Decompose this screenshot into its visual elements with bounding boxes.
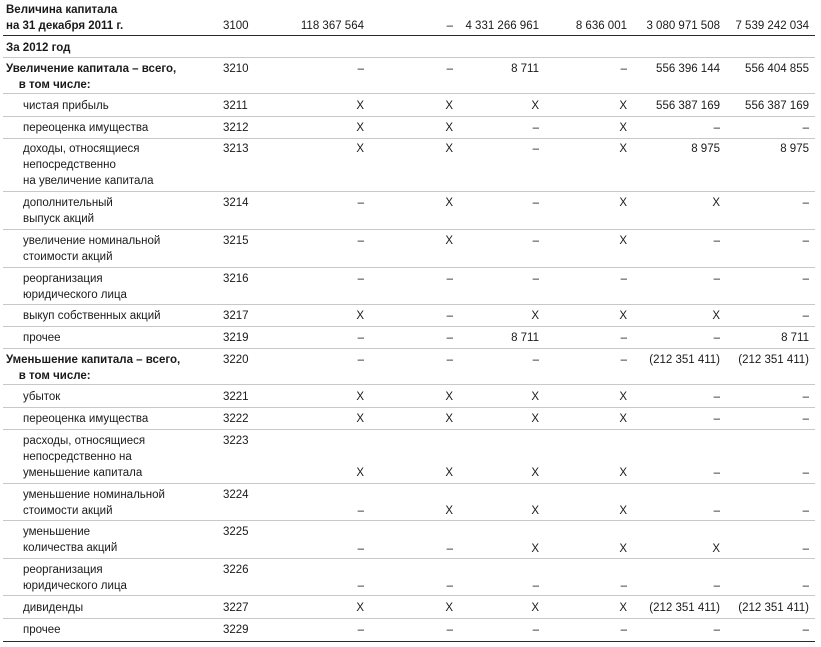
value-col-1: 118 367 564 <box>300 20 364 32</box>
row-code: 3225 <box>223 526 249 538</box>
value-col-2: Х <box>445 391 453 403</box>
value-col-5: – <box>713 624 720 636</box>
value-col-6: 8 711 <box>781 332 809 344</box>
value-col-1: – <box>357 63 364 75</box>
row-code: 3223 <box>223 435 249 447</box>
value-col-4: Х <box>619 505 627 517</box>
value-col-3: Х <box>531 543 539 555</box>
value-col-6: – <box>802 543 809 555</box>
value-col-6: 556 387 169 <box>745 100 809 112</box>
table-row <box>3 36 815 58</box>
row-label: Величина капитала на 31 декабря 2011 г. <box>6 4 124 32</box>
row-label: прочее <box>23 332 61 344</box>
value-col-5: – <box>713 391 720 403</box>
table-row <box>3 94 815 117</box>
row-code: 3227 <box>223 602 249 614</box>
value-col-1: Х <box>356 310 364 322</box>
value-col-3: – <box>532 197 539 209</box>
value-col-5: 556 396 144 <box>656 63 720 75</box>
value-col-5: 556 387 169 <box>656 100 720 112</box>
row-code: 3224 <box>223 489 249 501</box>
value-col-2: Х <box>445 197 453 209</box>
value-col-2: – <box>446 580 453 592</box>
value-col-1: – <box>357 273 364 285</box>
value-col-1: – <box>357 580 364 592</box>
value-col-5: – <box>713 122 720 134</box>
row-label: дивиденды <box>23 602 84 614</box>
row-label: Уменьшение капитала – всего, в том числе: <box>6 354 181 382</box>
value-col-2: Х <box>445 235 453 247</box>
value-col-4: Х <box>619 543 627 555</box>
value-col-2: Х <box>445 100 453 112</box>
value-col-3: Х <box>531 310 539 322</box>
value-col-6: – <box>802 122 809 134</box>
value-col-2: Х <box>445 143 453 155</box>
value-col-1: – <box>357 505 364 517</box>
value-col-2: – <box>446 354 453 366</box>
row-label: уменьшение номинальной стоимости акций <box>23 489 165 517</box>
value-col-6: – <box>802 505 809 517</box>
value-col-3: 4 331 266 961 <box>465 20 539 32</box>
row-label: убыток <box>23 391 61 403</box>
value-col-3: – <box>532 273 539 285</box>
table-row <box>3 349 815 385</box>
value-col-6: – <box>802 235 809 247</box>
value-col-4: – <box>620 273 627 285</box>
value-col-3: – <box>532 624 539 636</box>
row-code: 3222 <box>223 413 249 425</box>
table-row <box>3 484 815 521</box>
value-col-5: (212 351 411) <box>649 354 720 366</box>
table-row <box>3 268 815 305</box>
value-col-4: – <box>620 354 627 366</box>
value-col-4: – <box>620 624 627 636</box>
table-row <box>3 559 815 596</box>
value-col-2: Х <box>445 413 453 425</box>
row-label: реорганизация юридического лица <box>23 564 127 592</box>
row-label: переоценка имущества <box>23 122 149 134</box>
table-row <box>3 596 815 619</box>
value-col-1: Х <box>356 391 364 403</box>
value-col-4: Х <box>619 310 627 322</box>
value-col-3: Х <box>531 602 539 614</box>
value-col-2: – <box>446 543 453 555</box>
value-col-2: Х <box>445 505 453 517</box>
value-col-5: – <box>713 467 720 479</box>
row-code: 3214 <box>223 197 249 209</box>
value-col-5: – <box>713 505 720 517</box>
value-col-2: – <box>446 310 453 322</box>
value-col-4: – <box>620 580 627 592</box>
value-col-2: Х <box>445 602 453 614</box>
table-row <box>3 192 815 230</box>
table-row <box>3 0 815 36</box>
value-col-3: Х <box>531 505 539 517</box>
value-col-3: 8 711 <box>511 332 539 344</box>
value-col-6: (212 351 411) <box>738 354 809 366</box>
value-col-5: – <box>713 235 720 247</box>
value-col-1: – <box>357 197 364 209</box>
value-col-6: – <box>802 624 809 636</box>
value-col-5: Х <box>712 197 720 209</box>
table-row <box>3 327 815 349</box>
value-col-3: – <box>532 143 539 155</box>
row-label: Увеличение капитала – всего, в том числе: <box>6 63 177 91</box>
row-code: 3221 <box>223 391 249 403</box>
value-col-3: – <box>532 354 539 366</box>
row-code: 3229 <box>223 624 249 636</box>
table-row <box>3 305 815 327</box>
value-col-3: Х <box>531 391 539 403</box>
value-col-4: Х <box>619 413 627 425</box>
row-label: увеличение номинальной стоимости акций <box>23 235 161 263</box>
value-col-6: 556 404 855 <box>745 63 809 75</box>
value-col-6: (212 351 411) <box>738 602 809 614</box>
value-col-1: Х <box>356 122 364 134</box>
value-col-6: – <box>802 391 809 403</box>
value-col-4: Х <box>619 197 627 209</box>
value-col-5: – <box>713 332 720 344</box>
row-code: 3211 <box>223 100 248 112</box>
value-col-5: (212 351 411) <box>649 602 720 614</box>
row-code: 3100 <box>223 20 249 32</box>
row-label: чистая прибыль <box>23 100 109 112</box>
row-code: 3219 <box>223 332 249 344</box>
table-row <box>3 385 815 408</box>
row-label: выкуп собственных акций <box>23 310 161 322</box>
value-col-5: Х <box>712 543 720 555</box>
value-col-2: Х <box>445 122 453 134</box>
value-col-1: – <box>357 624 364 636</box>
row-label: доходы, относящиеся непосредственно на увеличение капитала <box>23 143 154 187</box>
value-col-5: 3 080 971 508 <box>646 20 720 32</box>
row-code: 3226 <box>223 564 249 576</box>
value-col-6: – <box>802 467 809 479</box>
row-code: 3212 <box>223 122 249 134</box>
value-col-4: Х <box>619 602 627 614</box>
row-code: 3216 <box>223 273 249 285</box>
value-col-4: 8 636 001 <box>575 20 627 32</box>
row-label: прочее <box>23 624 61 636</box>
row-label: уменьшение количества акций <box>23 526 118 554</box>
value-col-4: Х <box>619 235 627 247</box>
row-code: 3215 <box>223 235 249 247</box>
table-row <box>3 521 815 559</box>
table-row <box>3 139 815 192</box>
value-col-5: Х <box>712 310 720 322</box>
value-col-2: Х <box>445 467 453 479</box>
row-code: 3213 <box>223 143 249 155</box>
value-col-5: – <box>713 580 720 592</box>
value-col-1: – <box>357 354 364 366</box>
value-col-6: 8 975 <box>780 143 809 155</box>
table-row <box>3 58 815 94</box>
table-row <box>3 619 815 642</box>
row-code: 3210 <box>223 63 249 75</box>
value-col-6: – <box>802 310 809 322</box>
value-col-5: – <box>713 413 720 425</box>
value-col-4: – <box>620 63 627 75</box>
value-col-2: – <box>446 624 453 636</box>
value-col-1: Х <box>356 467 364 479</box>
value-col-6: 7 539 242 034 <box>735 20 809 32</box>
value-col-1: Х <box>356 100 364 112</box>
value-col-4: Х <box>619 100 627 112</box>
value-col-6: – <box>802 580 809 592</box>
value-col-6: – <box>802 197 809 209</box>
value-col-2: – <box>446 332 453 344</box>
value-col-1: Х <box>356 413 364 425</box>
value-col-3: Х <box>531 413 539 425</box>
value-col-5: 8 975 <box>691 143 720 155</box>
table-row <box>3 117 815 139</box>
value-col-4: Х <box>619 467 627 479</box>
value-col-2: – <box>446 63 453 75</box>
table-row <box>3 408 815 430</box>
value-col-2: – <box>446 273 453 285</box>
value-col-4: Х <box>619 391 627 403</box>
value-col-4: Х <box>619 143 627 155</box>
value-col-1: – <box>357 332 364 344</box>
value-col-2: – <box>446 20 453 32</box>
value-col-1: Х <box>356 143 364 155</box>
value-col-3: – <box>532 235 539 247</box>
table-row <box>3 230 815 268</box>
value-col-1: – <box>357 543 364 555</box>
value-col-3: – <box>532 122 539 134</box>
row-label: расходы, относящиеся непосредственно на уменьшение капитала <box>23 435 146 479</box>
value-col-3: Х <box>531 100 539 112</box>
row-label: реорганизация юридического лица <box>23 273 127 301</box>
value-col-3: 8 711 <box>511 63 539 75</box>
table-row <box>3 430 815 484</box>
row-label: переоценка имущества <box>23 413 149 425</box>
section-heading: За 2012 год <box>6 42 71 54</box>
value-col-5: – <box>713 273 720 285</box>
value-col-4: – <box>620 332 627 344</box>
row-label: дополнительный выпуск акций <box>23 197 113 225</box>
value-col-1: – <box>357 235 364 247</box>
row-code: 3217 <box>223 310 249 322</box>
value-col-6: – <box>802 413 809 425</box>
value-col-3: Х <box>531 467 539 479</box>
value-col-4: Х <box>619 122 627 134</box>
value-col-3: – <box>532 580 539 592</box>
value-col-6: – <box>802 273 809 285</box>
row-code: 3220 <box>223 354 249 366</box>
value-col-1: Х <box>356 602 364 614</box>
